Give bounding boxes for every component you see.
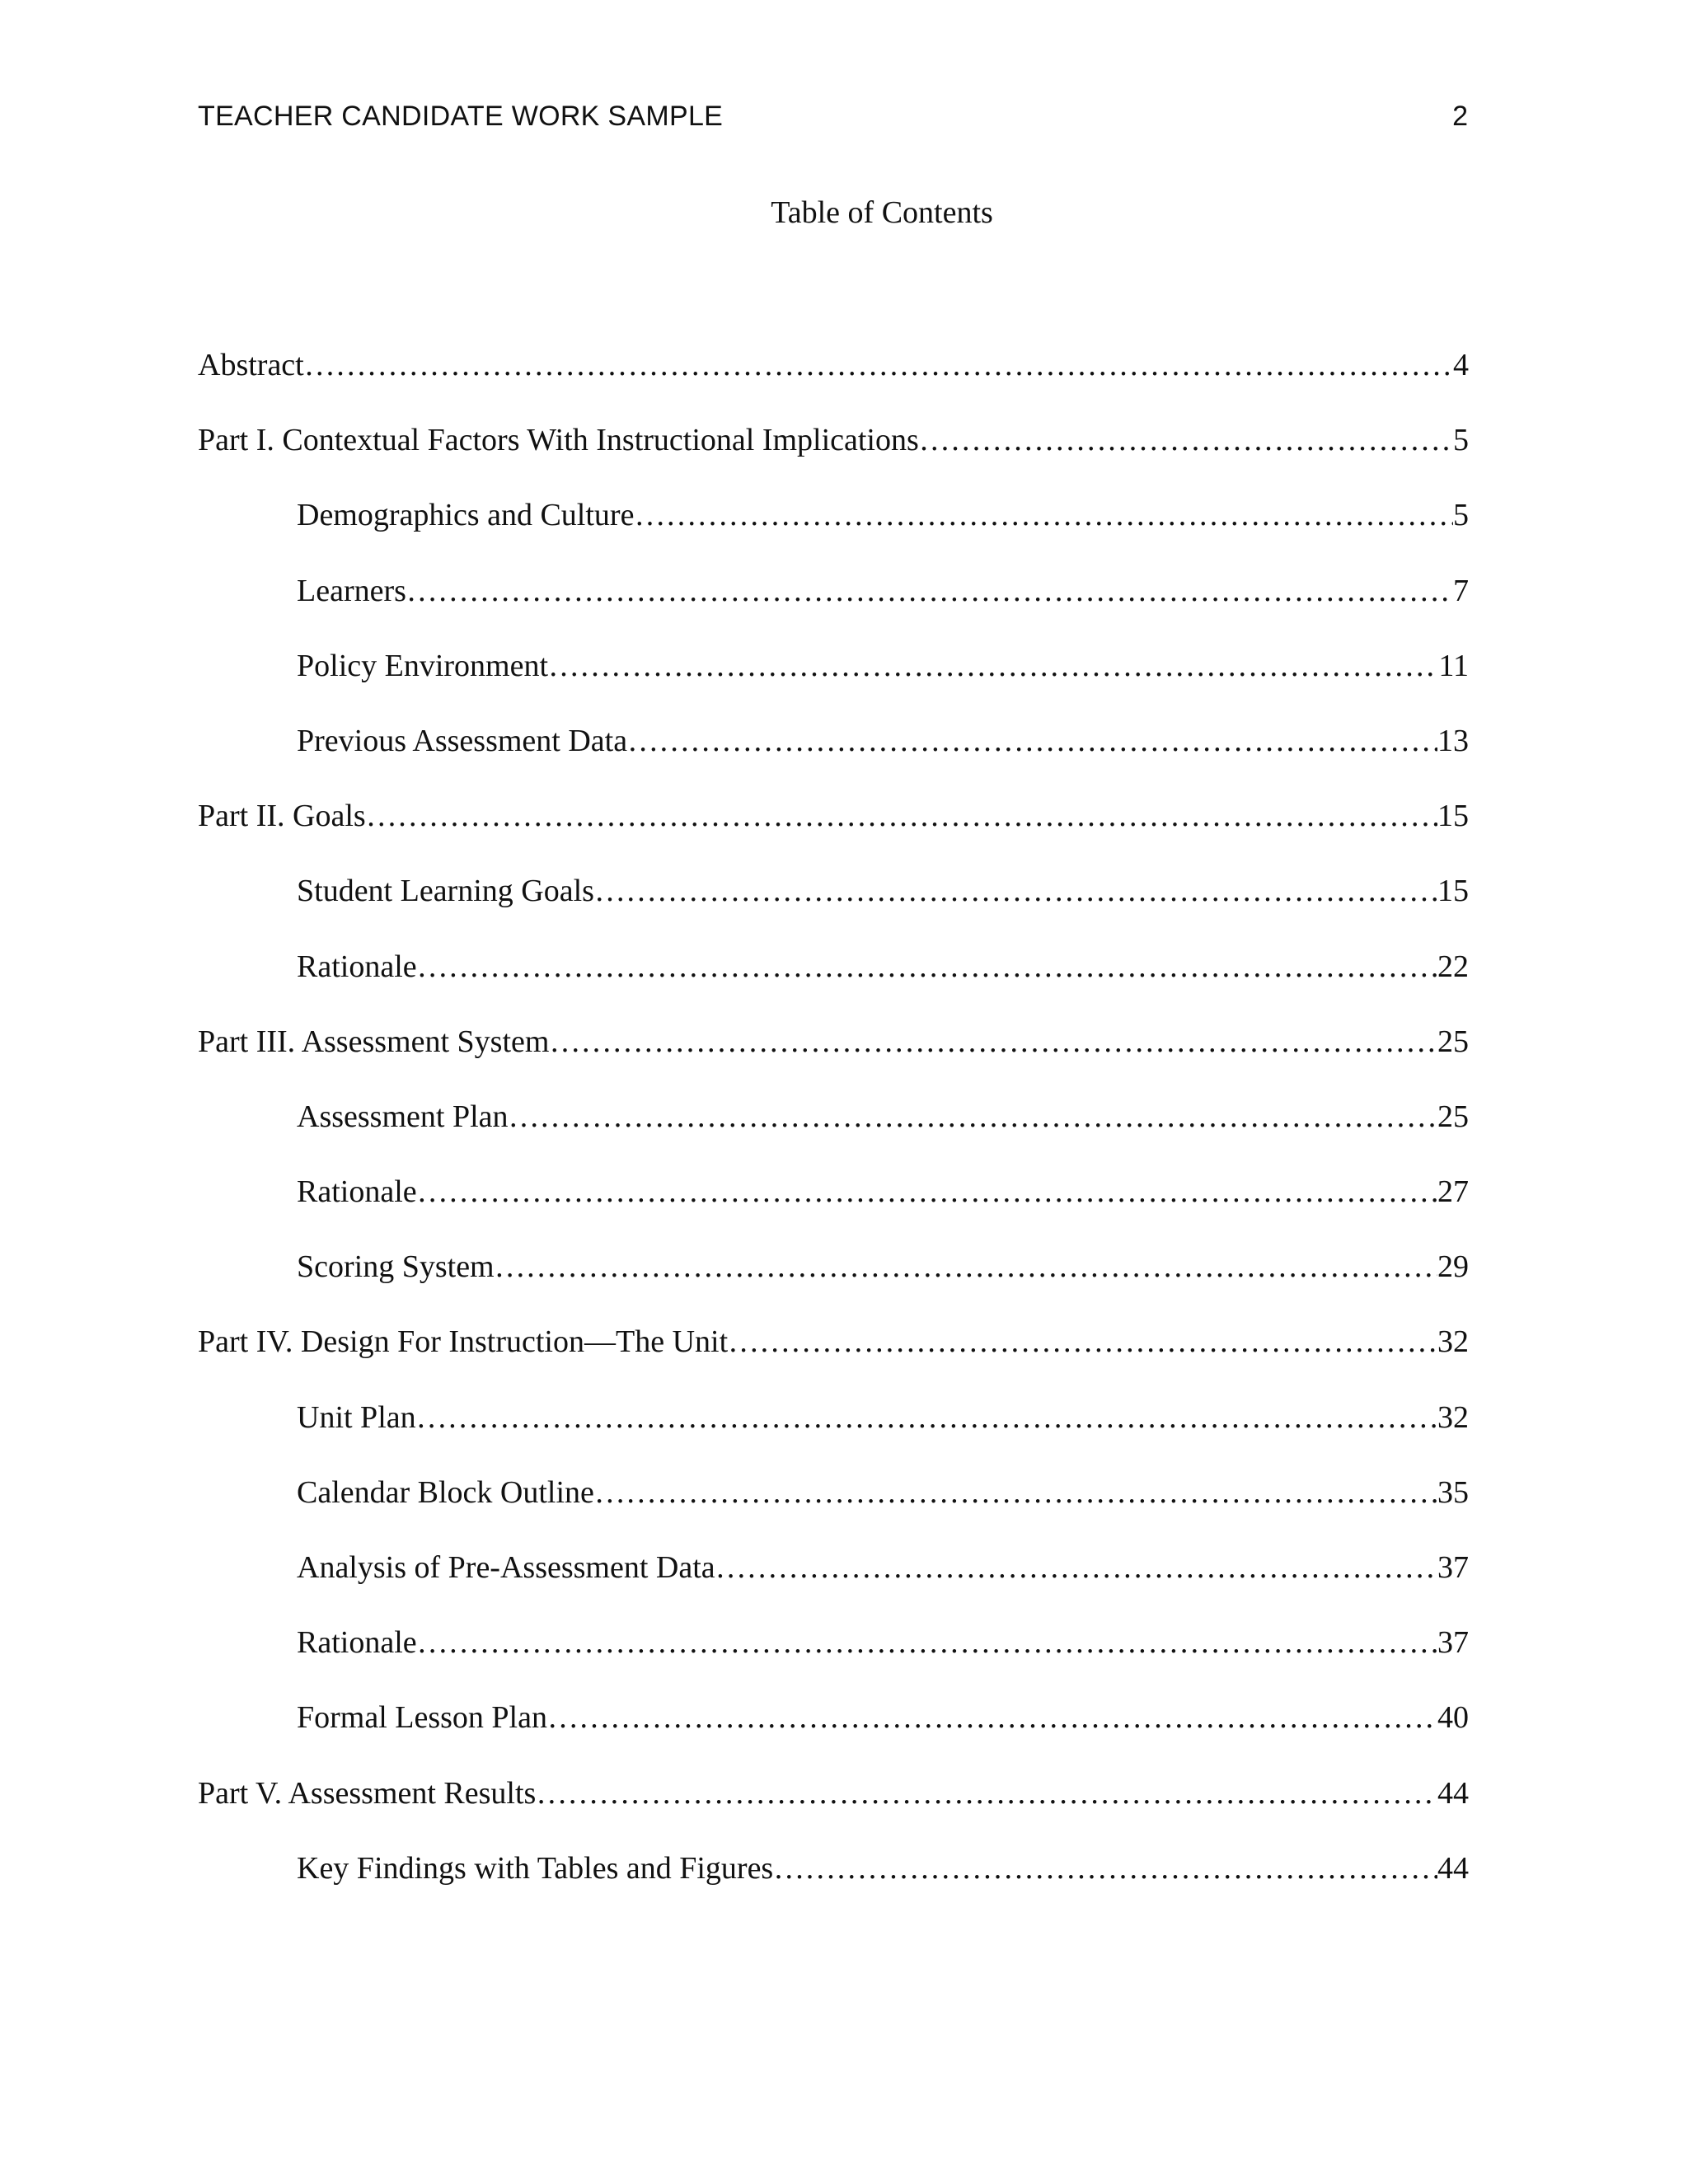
toc-entry[interactable] [198,1624,1469,1699]
toc-entry-label: Analysis of Pre-Assessment Data [297,1550,715,1585]
dot-leader [304,346,1453,384]
table-of-contents [198,346,1469,1924]
toc-entry[interactable] [198,496,1469,571]
toc-entry-label: Rationale [297,949,417,984]
dot-leader [594,1474,1437,1511]
toc-entry-label: Rationale [297,1174,417,1210]
page-number: 2 [1452,101,1468,132]
dot-leader [417,1624,1437,1661]
toc-entry-label: Part V. Assessment Results [198,1775,537,1811]
toc-entry-label: Learners [297,573,406,608]
toc-entry-label: Policy Environment [297,648,549,683]
dot-leader [366,797,1437,835]
toc-entry-label: Part II. Goals [198,799,366,834]
toc-entry[interactable] [198,647,1469,722]
dot-leader [634,496,1453,534]
toc-entry-page: 37 [1437,1625,1469,1661]
toc-entry-page: 11 [1438,648,1469,683]
toc-entry-page: 15 [1437,799,1469,834]
toc-entry[interactable] [198,1474,1469,1549]
toc-entry[interactable] [198,1023,1469,1098]
dot-leader [416,1399,1437,1436]
dot-leader [495,1248,1437,1286]
toc-entry-label: Part III. Assessment System [198,1024,550,1059]
toc-entry-label: Part IV. Design For Instruction—The Unit [198,1324,729,1360]
dot-leader [417,1173,1437,1211]
toc-entry[interactable] [198,1549,1469,1624]
toc-entry-page: 32 [1437,1399,1469,1435]
toc-entry[interactable] [198,421,1469,496]
toc-entry-page: 5 [1453,498,1469,533]
toc-entry-page: 44 [1437,1850,1469,1886]
toc-entry-label: Formal Lesson Plan [297,1700,547,1736]
toc-entry[interactable] [198,572,1469,647]
toc-entry-label: Calendar Block Outline [297,1474,594,1510]
toc-entry-page: 25 [1437,1099,1469,1134]
dot-leader [773,1849,1437,1887]
toc-entry-page: 7 [1453,573,1469,608]
toc-entry[interactable] [198,948,1469,1023]
toc-entry[interactable] [198,1699,1469,1774]
toc-entry[interactable] [198,797,1469,872]
toc-entry-page: 35 [1437,1474,1469,1510]
toc-entry-label: Rationale [297,1625,417,1661]
toc-entry[interactable] [198,346,1469,421]
dot-leader [594,872,1437,910]
toc-entry-page: 25 [1437,1024,1469,1059]
toc-entry[interactable] [198,1098,1469,1173]
toc-entry-page: 27 [1437,1174,1469,1210]
toc-entry-label: Scoring System [297,1249,495,1285]
toc-entry-label: Demographics and Culture [297,498,635,533]
dot-leader [509,1098,1438,1136]
toc-entry[interactable] [198,1774,1469,1849]
page-title: Table of Contents [771,195,993,230]
toc-entry-label: Student Learning Goals [297,874,594,909]
toc-entry[interactable] [198,1248,1469,1323]
dot-leader [406,572,1453,610]
toc-entry-page: 40 [1437,1700,1469,1736]
toc-entry-page: 15 [1437,874,1469,909]
dot-leader [919,421,1453,459]
dot-leader [547,1699,1437,1736]
toc-entry[interactable] [198,1323,1469,1398]
dot-leader [627,722,1437,760]
toc-entry[interactable] [198,872,1469,947]
dot-leader [536,1774,1437,1812]
dot-leader [715,1549,1437,1586]
toc-entry-page: 29 [1437,1249,1469,1285]
toc-entry-page: 22 [1437,949,1469,984]
dot-leader [417,948,1437,986]
toc-entry-label: Unit Plan [297,1399,416,1435]
toc-entry-page: 44 [1437,1775,1469,1811]
toc-entry-page: 5 [1453,423,1469,458]
toc-entry-label: Key Findings with Tables and Figures [297,1850,774,1886]
toc-entry[interactable] [198,1173,1469,1248]
toc-entry-page: 32 [1437,1324,1469,1360]
toc-entry-page: 4 [1453,348,1469,382]
toc-entry-label: Previous Assessment Data [297,723,628,758]
toc-entry-page: 13 [1437,723,1469,758]
dot-leader [548,647,1438,685]
toc-entry-label: Assessment Plan [297,1099,509,1134]
toc-entry[interactable] [198,1849,1469,1924]
running-head: TEACHER CANDIDATE WORK SAMPLE [198,101,724,132]
toc-entry-page: 37 [1437,1550,1469,1585]
toc-entry-label: Abstract [198,348,304,382]
toc-entry[interactable] [198,1399,1469,1474]
toc-entry-label: Part I. Contextual Factors With Instructional Implications [198,423,919,458]
dot-leader [728,1323,1437,1361]
dot-leader [549,1023,1437,1061]
toc-entry[interactable] [198,722,1469,797]
